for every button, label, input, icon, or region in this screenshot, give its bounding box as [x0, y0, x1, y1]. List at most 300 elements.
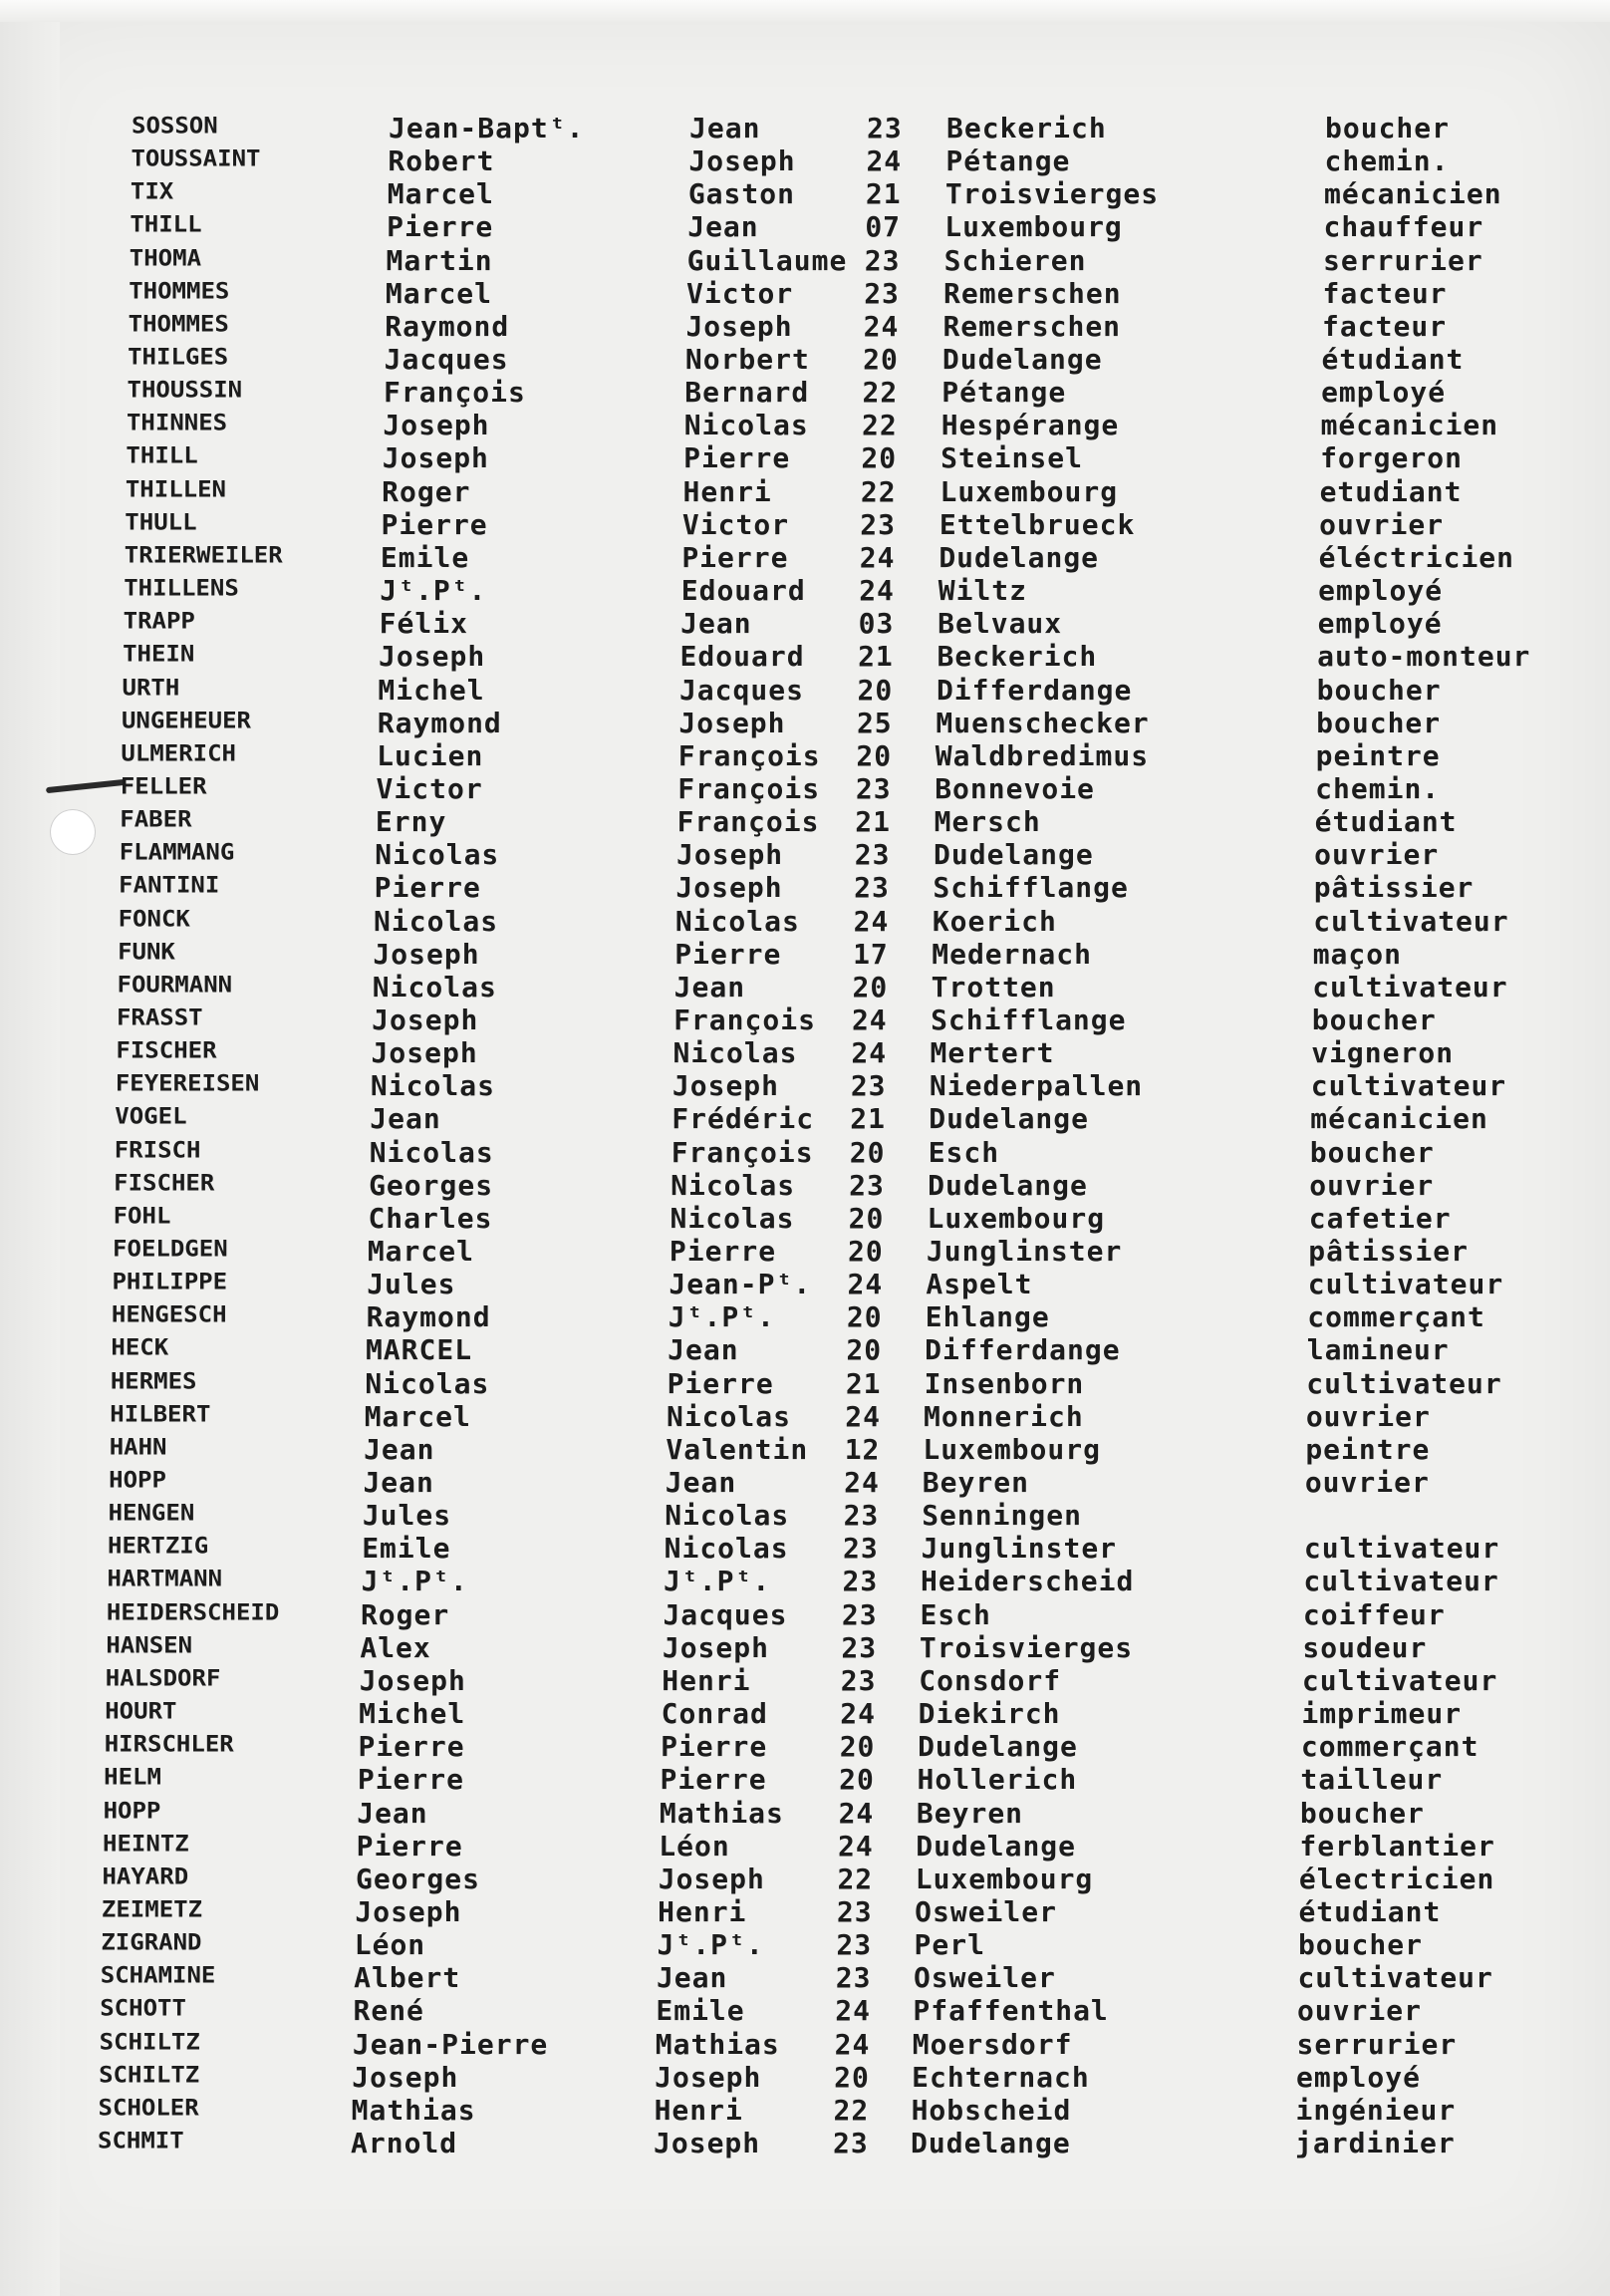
age-cell: 24 [838, 1796, 875, 1830]
age-cell: 22 [862, 376, 899, 410]
surname-cell: PHILIPPE [112, 1269, 228, 1295]
place-cell: Perl [914, 1928, 985, 1962]
place-cell: Heiderscheid [921, 1565, 1135, 1598]
job-cell: cultivateur [1303, 1565, 1499, 1598]
age-cell: 03 [858, 607, 895, 641]
table-row [0, 707, 1610, 738]
age-cell: 20 [848, 1201, 885, 1235]
surname-cell: SCHAMINE [100, 1962, 216, 1989]
surname-cell: TIX [130, 178, 174, 205]
father-cell: Gaston [687, 177, 795, 211]
first-cell: Joseph [382, 441, 489, 475]
job-cell: mécanicien [1324, 177, 1502, 211]
father-cell: Joseph [676, 838, 784, 872]
surname-cell: FANTINI [119, 872, 220, 899]
place-cell: Monnerich [923, 1399, 1084, 1433]
surname-cell: URTH [122, 674, 180, 701]
job-cell: cultivateur [1312, 970, 1508, 1004]
job-cell: mécanicien [1320, 409, 1499, 442]
job-cell: facteur [1322, 276, 1448, 310]
table-row [0, 2127, 1610, 2158]
place-cell: Beckerich [937, 640, 1098, 674]
place-cell: Aspelt [926, 1268, 1033, 1301]
first-cell: Marcel [387, 177, 494, 211]
age-cell: 23 [854, 871, 890, 905]
surname-cell: HEINTZ [103, 1830, 189, 1857]
place-cell: Ettelbrueck [939, 507, 1136, 541]
father-cell: Joseph [685, 309, 793, 343]
place-cell: Troisvierges [919, 1630, 1134, 1664]
age-cell: 20 [839, 1763, 875, 1797]
place-cell: Muenschecker [936, 706, 1150, 739]
father-cell: Henri [654, 2093, 743, 2127]
surname-cell: FISCHER [116, 1037, 217, 1064]
surname-cell: HERMES [110, 1367, 197, 1394]
table-row [0, 441, 1610, 473]
age-cell: 20 [849, 1135, 886, 1169]
father-cell: Victor [681, 507, 790, 541]
father-cell: Joseph [655, 2060, 762, 2094]
job-cell: peintre [1305, 1432, 1431, 1466]
table-row [0, 1400, 1610, 1432]
table-row [0, 871, 1610, 903]
age-cell: 22 [861, 409, 898, 442]
table-row [0, 1961, 1610, 1993]
job-cell: employé [1317, 607, 1443, 641]
place-cell: Schifflange [933, 871, 1129, 905]
age-cell: 24 [863, 309, 900, 343]
first-cell: Nicolas [365, 1366, 490, 1400]
place-cell: Hobscheid [911, 2093, 1072, 2127]
table-row [0, 905, 1610, 937]
surname-cell: THILL [130, 211, 202, 238]
surname-cell: SCHILTZ [99, 2061, 200, 2088]
age-cell: 21 [855, 805, 891, 839]
job-cell: ouvrier [1296, 1994, 1422, 2028]
father-cell: Jean [689, 112, 761, 144]
table-row [0, 1830, 1610, 1862]
surname-cell: FELLER [120, 773, 207, 799]
place-cell: Wiltz [938, 574, 1028, 608]
first-cell: Martin [386, 243, 493, 277]
place-cell: Diekirch [918, 1697, 1061, 1731]
father-cell: Emile [656, 1994, 745, 2028]
first-cell: Joseph [355, 1894, 462, 1928]
table-row [0, 1928, 1610, 1960]
table-row [0, 1136, 1610, 1168]
job-cell: cultivateur [1310, 1069, 1507, 1103]
father-cell: Pierre [674, 937, 782, 971]
first-cell: Pierre [381, 507, 488, 541]
job-cell: pâtissier [1308, 1235, 1469, 1269]
place-cell: Differdange [936, 673, 1133, 707]
age-cell: 20 [834, 2060, 870, 2094]
place-cell: Junglinster [926, 1235, 1123, 1269]
father-cell: Edouard [679, 640, 805, 674]
first-cell: Arnold [351, 2127, 458, 2159]
first-cell: Jules [367, 1268, 456, 1301]
job-cell: chemin. [1324, 144, 1450, 178]
table-row [0, 1797, 1610, 1829]
place-cell: Dudelange [928, 1168, 1088, 1202]
table-row [0, 1466, 1610, 1498]
place-cell: Mertert [930, 1036, 1055, 1070]
age-cell: 24 [844, 1466, 880, 1500]
table-row [0, 574, 1610, 606]
surname-cell: THILLEN [125, 475, 227, 502]
job-cell: cultivateur [1313, 904, 1509, 938]
table-row [0, 475, 1610, 507]
surname-cell: ZIGRAND [101, 1929, 202, 1955]
first-cell: Nicolas [374, 904, 499, 938]
table-row [0, 1730, 1610, 1762]
job-cell: facteur [1322, 309, 1448, 343]
table-row [0, 343, 1610, 375]
place-cell: Niederpallen [929, 1069, 1144, 1103]
job-cell: etudiant [1319, 474, 1463, 508]
surname-cell: FOURMANN [117, 971, 233, 998]
job-cell: peintre [1315, 738, 1441, 772]
father-cell: Joseph [658, 1862, 765, 1895]
age-cell: 23 [855, 771, 892, 805]
table-row [0, 1367, 1610, 1399]
table-row [0, 739, 1610, 771]
age-cell: 23 [836, 1894, 873, 1928]
first-cell: Roger [360, 1597, 450, 1631]
age-cell: 23 [864, 276, 900, 310]
age-cell: 23 [842, 1565, 879, 1598]
surname-cell: HOPP [109, 1467, 166, 1493]
table-row [0, 144, 1610, 176]
age-cell: 23 [849, 1168, 885, 1202]
job-cell: soudeur [1302, 1630, 1428, 1664]
job-cell: boucher [1309, 1135, 1435, 1169]
age-cell: 21 [845, 1366, 882, 1400]
father-cell: Pierre [683, 441, 791, 475]
place-cell: Differdange [925, 1333, 1121, 1367]
father-cell: Henri [662, 1663, 751, 1697]
surname-cell: HAYARD [102, 1863, 189, 1889]
surname-cell: HELM [104, 1764, 161, 1791]
surname-cell: FRISCH [114, 1136, 201, 1163]
age-cell: 20 [846, 1300, 883, 1334]
father-cell: Frédéric [671, 1102, 815, 1136]
place-cell: Consdorf [919, 1663, 1062, 1697]
place-cell: Insenborn [924, 1366, 1085, 1400]
place-cell: Osweiler [913, 1961, 1056, 1995]
age-cell: 23 [836, 1928, 873, 1962]
table-row [0, 1202, 1610, 1234]
surname-cell: TOUSSAINT [131, 145, 261, 172]
job-cell: jardinier [1295, 2127, 1456, 2159]
table-row [0, 244, 1610, 276]
table-row [0, 1994, 1610, 2026]
table-row [0, 971, 1610, 1003]
place-cell: Luxembourg [923, 1432, 1101, 1466]
first-cell: Jᵗ.Pᵗ. [361, 1565, 468, 1598]
first-cell: Pierre [387, 210, 494, 244]
father-cell: Nicolas [672, 1036, 798, 1070]
father-cell: Jacques [678, 673, 804, 707]
job-cell: boucher [1297, 1928, 1423, 1962]
first-cell: Charles [368, 1201, 493, 1235]
job-cell: ouvrier [1309, 1168, 1435, 1202]
place-cell: Troisvierges [944, 177, 1160, 211]
surname-cell: SCHILTZ [99, 2028, 200, 2055]
place-cell: Koerich [932, 904, 1057, 938]
table-row [0, 1664, 1610, 1696]
surname-cell: HOURT [105, 1698, 177, 1724]
job-cell: cultivateur [1306, 1366, 1502, 1400]
place-cell: Dudelange [918, 1730, 1078, 1764]
first-cell: Joseph [383, 409, 490, 442]
table-row [0, 1433, 1610, 1465]
first-cell: MARCEL [365, 1333, 473, 1367]
surname-cell: ULMERICH [121, 739, 236, 766]
age-cell: 22 [860, 474, 897, 508]
job-cell: employé [1295, 2060, 1421, 2094]
surname-cell: FLAMMANG [119, 839, 235, 866]
place-cell: Belvaux [938, 607, 1063, 641]
surname-cell: FEYEREISEN [115, 1070, 260, 1097]
first-cell: Raymond [366, 1300, 491, 1334]
surname-cell: THILLENS [124, 575, 239, 601]
table-row [0, 1697, 1610, 1729]
surname-cell: THINNES [126, 410, 228, 436]
place-cell: Pfaffenthal [913, 1994, 1109, 2028]
place-cell: Esch [920, 1597, 991, 1631]
first-cell: Joseph [373, 937, 480, 971]
father-cell: Léon [659, 1829, 730, 1863]
age-cell: 21 [850, 1102, 886, 1136]
first-cell: Jean-Pierre [352, 2027, 549, 2061]
first-cell: Victor [376, 771, 483, 805]
age-cell: 21 [865, 177, 902, 211]
father-cell: Edouard [680, 574, 806, 608]
father-cell: Jean [687, 210, 759, 244]
first-cell: Nicolas [375, 838, 500, 872]
surname-cell: VOGEL [115, 1103, 187, 1130]
first-cell: Jean [357, 1796, 428, 1830]
first-cell: Albert [354, 1961, 461, 1995]
father-cell: Nicolas [666, 1399, 791, 1433]
first-cell: Jean [364, 1432, 435, 1466]
first-cell: Georges [369, 1168, 494, 1202]
father-cell: Jᵗ.Pᵗ. [657, 1928, 764, 1962]
table-row [0, 541, 1610, 573]
surname-cell: ZEIMETZ [101, 1896, 203, 1922]
father-cell: Mathias [659, 1796, 784, 1830]
father-cell: Nicolas [665, 1499, 790, 1533]
surname-cell: FONCK [118, 905, 190, 932]
place-cell: Dudelange [941, 343, 1103, 377]
first-cell: Pierre [374, 871, 481, 905]
father-cell: Nicolas [674, 904, 800, 938]
surname-cell: HARTMANN [107, 1566, 223, 1592]
surname-cell: HENGESCH [111, 1301, 227, 1328]
father-cell: Conrad [661, 1697, 768, 1731]
job-cell: boucher [1299, 1796, 1425, 1830]
father-cell: Joseph [688, 144, 796, 178]
father-cell: Jᵗ.Pᵗ. [668, 1300, 775, 1334]
age-cell: 20 [857, 673, 894, 707]
first-cell: Jean-Baptᵗ. [389, 112, 585, 144]
father-cell: Pierre [681, 540, 789, 574]
surname-cell: HANSEN [106, 1631, 193, 1658]
table-row [0, 1863, 1610, 1894]
job-cell: boucher [1325, 112, 1451, 144]
father-cell: Henri [658, 1894, 747, 1928]
surname-cell: FISCHER [114, 1169, 215, 1196]
age-cell: 23 [854, 838, 891, 872]
place-cell: Dudelange [934, 838, 1094, 872]
place-cell: Luxembourg [927, 1201, 1106, 1235]
surname-cell: FRASST [116, 1004, 203, 1030]
surname-cell: FOELDGEN [113, 1236, 228, 1262]
table-row [0, 177, 1610, 209]
job-cell: boucher [1311, 1003, 1437, 1036]
place-cell: Ehlange [925, 1300, 1050, 1334]
table-row [0, 1532, 1610, 1564]
table-row [0, 1333, 1610, 1365]
father-cell: Nicolas [671, 1168, 796, 1202]
place-cell: Steinsel [940, 441, 1083, 475]
first-cell: Joseph [352, 2060, 459, 2094]
place-cell: Esch [928, 1135, 1000, 1169]
age-cell: 24 [838, 1829, 874, 1863]
table-row [0, 2028, 1610, 2060]
table-row [0, 1895, 1610, 1927]
first-cell: Michel [359, 1697, 466, 1731]
place-cell: Pétange [945, 144, 1071, 178]
place-cell: Dudelange [911, 2127, 1071, 2159]
place-cell: Schifflange [931, 1003, 1127, 1036]
table-row [0, 310, 1610, 342]
father-cell: Joseph [671, 1069, 780, 1103]
place-cell: Echternach [912, 2060, 1090, 2094]
age-cell: 24 [859, 574, 895, 608]
surname-cell: FUNK [118, 938, 175, 965]
job-cell: mécanicien [1310, 1102, 1488, 1136]
table-row [0, 938, 1610, 970]
first-cell: Pierre [356, 1829, 463, 1863]
job-cell: coiffeur [1302, 1597, 1446, 1631]
age-cell: 23 [843, 1532, 879, 1566]
place-cell: Schieren [943, 243, 1087, 277]
father-cell: François [677, 771, 821, 805]
job-cell: cafetier [1308, 1201, 1452, 1235]
first-cell: Joseph [371, 1036, 478, 1070]
first-cell: Robert [388, 144, 495, 178]
place-cell: Hollerich [917, 1763, 1078, 1797]
surname-cell: HEIDERSCHEID [106, 1598, 280, 1625]
father-cell: Joseph [662, 1630, 769, 1664]
surname-cell: HOPP [103, 1797, 161, 1824]
surname-cell: HIRSCHLER [104, 1731, 234, 1758]
job-cell: boucher [1316, 706, 1442, 739]
place-cell: Trotten [931, 970, 1056, 1004]
age-cell: 24 [834, 2027, 871, 2061]
age-cell: 20 [863, 343, 899, 377]
first-cell: Alex [360, 1630, 431, 1664]
job-cell: cultivateur [1303, 1532, 1500, 1566]
first-cell: Léon [354, 1928, 426, 1962]
first-cell: Michel [378, 673, 485, 707]
father-cell: François [671, 1135, 814, 1169]
place-cell: Medernach [932, 937, 1092, 971]
table-row [0, 1036, 1610, 1068]
place-cell: Bonnevoie [935, 771, 1095, 805]
father-cell: Joseph [675, 871, 783, 905]
age-cell: 24 [845, 1399, 881, 1433]
job-cell: ouvrier [1314, 838, 1440, 872]
job-cell: commerçant [1307, 1300, 1485, 1334]
place-cell: Dudelange [939, 540, 1100, 574]
first-cell: Joseph [379, 640, 486, 674]
first-cell: Jean [363, 1466, 434, 1500]
first-cell: François [384, 376, 526, 410]
father-cell: Henri [682, 474, 772, 508]
first-cell: Joseph [372, 1003, 479, 1036]
age-cell: 23 [841, 1630, 878, 1664]
surname-cell: THEIN [123, 641, 195, 668]
age-cell: 21 [858, 640, 894, 674]
first-cell: Jean [370, 1102, 441, 1136]
first-cell: Joseph [359, 1663, 466, 1697]
job-cell: étudiant [1321, 343, 1465, 377]
surname-cell: THILGES [128, 344, 229, 370]
table-row [0, 2094, 1610, 2126]
job-cell: cultivateur [1301, 1663, 1498, 1697]
table-row [0, 805, 1610, 837]
place-cell: Junglinster [921, 1532, 1118, 1566]
age-cell: 12 [844, 1432, 881, 1466]
table-row [0, 1235, 1610, 1267]
job-cell: ouvrier [1304, 1466, 1430, 1500]
surname-cell: THULL [125, 508, 197, 535]
father-cell: Valentin [666, 1432, 809, 1466]
age-cell: 20 [846, 1333, 883, 1367]
surname-cell: HERTZIG [108, 1533, 209, 1560]
father-cell: Jᵗ.Pᵗ. [664, 1565, 771, 1598]
father-cell: Joseph [678, 706, 786, 739]
place-cell: Dudelange [929, 1102, 1089, 1136]
surname-cell: HENGEN [108, 1500, 195, 1527]
age-cell: 23 [864, 243, 901, 277]
first-cell: Jules [362, 1499, 452, 1533]
table-row [0, 607, 1610, 639]
father-cell: Bernard [684, 376, 810, 410]
place-cell: Mersch [934, 805, 1041, 839]
first-cell: Pierre [357, 1763, 464, 1797]
father-cell: François [676, 805, 820, 839]
age-cell: 22 [833, 2093, 870, 2127]
father-cell: Norbert [684, 343, 810, 377]
job-cell: pâtissier [1313, 871, 1475, 905]
place-cell: Beyren [922, 1466, 1029, 1500]
job-cell: vigneron [1311, 1036, 1455, 1070]
job-cell: électricien [1298, 1862, 1495, 1895]
table-row [0, 1499, 1610, 1531]
surname-cell: FABER [120, 806, 192, 832]
father-cell: Nicolas [670, 1201, 795, 1235]
father-cell: Pierre [660, 1763, 767, 1797]
surname-cell: TRAPP [123, 608, 195, 635]
father-cell: François [673, 1003, 816, 1036]
age-cell: 23 [867, 112, 903, 144]
job-cell: ferblantier [1299, 1829, 1495, 1863]
place-cell: Remerschen [942, 309, 1122, 343]
